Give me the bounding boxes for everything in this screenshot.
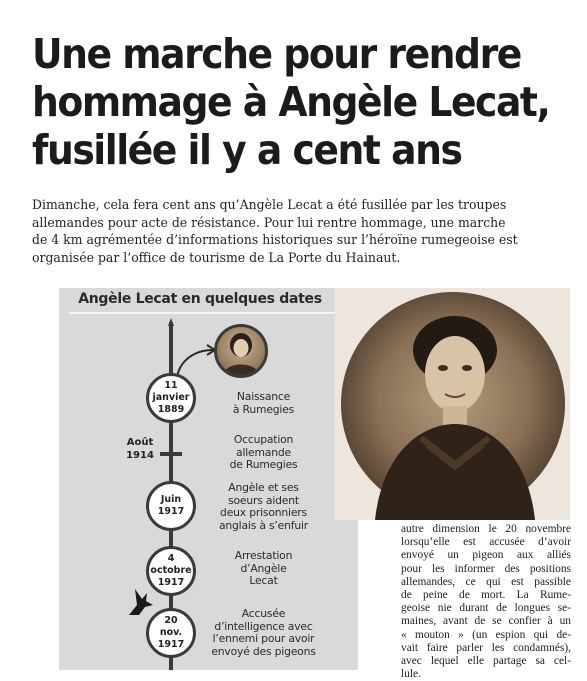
timeline-infographic [59, 288, 358, 670]
portrait-icon [217, 327, 265, 375]
date-circle: Juin 1917 [146, 481, 196, 531]
headline [32, 30, 550, 174]
portrait-icon [335, 288, 570, 520]
article-line: pour les informer des positions [401, 562, 571, 575]
event-text: Accusée d’intelligence avec l’ennemi pour avoir envoyé des pigeons [211, 607, 316, 658]
portrait-photo [335, 288, 570, 520]
article-line: de peine de mort. La Rume- [401, 589, 571, 602]
standfirst-line: allemandes pour acte de résistance. Pour lui rentre hommage, une marche [32, 215, 506, 231]
event-text: Arrestation d’Angèle Lecat [234, 549, 293, 587]
article-line: lule. [401, 668, 421, 681]
headline-line: Une marche pour rendre [32, 30, 521, 78]
event-text: Naissance à Rumegies [232, 390, 295, 416]
small-portrait-photo [214, 324, 268, 378]
standfirst [32, 197, 567, 267]
standfirst-line: de 4 km agrémentée d’informations historiques sur l’héroïne rumegeoise est [32, 233, 518, 249]
event-text: Occupation allemande de Rumegies [229, 433, 298, 471]
date-label: Août 1914 [126, 437, 154, 461]
article-line: allemandes, ce qui est passible [401, 575, 571, 588]
article-line: geoise nie durant de longues se- [401, 602, 571, 615]
timeline-title: Angèle Lecat en quelques dates [78, 291, 322, 307]
article-line: « mouton » (un espion qui de- [401, 628, 571, 641]
article-line: envoyé un pigeon aux alliés [401, 549, 571, 562]
article-line: avec lequel elle partage sa cel- [401, 655, 571, 668]
article-line: maines, avant de se confier à un [401, 615, 571, 628]
article-line: autre dimension le 20 novembre [401, 523, 571, 535]
event-text: Angèle et ses soeurs aident deux prisonniers anglais à s’enfuir [218, 481, 309, 532]
headline-line: hommage à Angèle Lecat, [32, 78, 550, 126]
timeline-title-rule [69, 312, 348, 314]
article-body [401, 523, 571, 681]
date-circle: 20 nov. 1917 [146, 608, 196, 658]
article-line: lorsqu’elle est accusée d’avoir [401, 536, 571, 549]
pigeon-icon [127, 585, 155, 617]
standfirst-line: Dimanche, cela fera cent ans qu’Angèle Lecat a été fusillée par les troupes [32, 198, 507, 213]
timeline-spine-tip [168, 318, 174, 326]
article-line: vait faire parler les condamnés), [401, 641, 571, 654]
headline-line: fusillée il y a cent ans [32, 126, 462, 174]
standfirst-line: organisée par l’office de tourisme de La Porte du Hainaut. [32, 250, 401, 266]
date-circle: 4 octobre 1917 [146, 546, 196, 596]
date-circle: 11 janvier 1889 [146, 373, 196, 423]
